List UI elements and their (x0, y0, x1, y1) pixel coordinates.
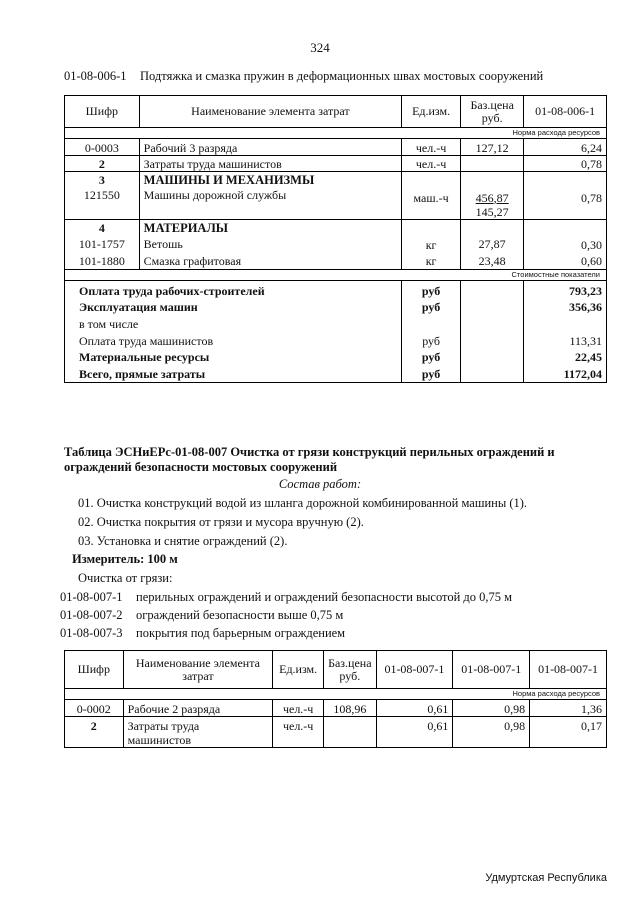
row-value: 0,30 (524, 235, 607, 252)
band-norm (65, 689, 607, 700)
header-price-line1: Баз.цена (328, 655, 372, 670)
row-code: 2 (65, 156, 140, 172)
table-row (65, 252, 607, 269)
header-price-line2: руб. (339, 668, 361, 683)
header-name (123, 651, 273, 689)
row-code: 2 (65, 717, 124, 748)
group-number: 3 (65, 172, 140, 188)
band-cost-label: Стоимостные показатели (65, 269, 607, 280)
table-row (65, 188, 607, 220)
cost-value: 113,31 (524, 332, 607, 349)
row-value: 0,60 (524, 252, 607, 269)
section-name: Подтяжка и смазка пружин в деформационных швах мостовых сооружений (140, 69, 544, 83)
footer-region: Удмуртская Республика (485, 872, 607, 884)
cost-unit: руб (402, 280, 461, 298)
header-price-line2: руб. (481, 110, 503, 125)
row-name: Смазка графитовая (139, 252, 402, 269)
meter: Измеритель: 100 м (72, 552, 178, 566)
row-unit: кг (402, 235, 461, 252)
header-price (324, 651, 376, 689)
section-title (64, 69, 543, 84)
cost-value: 22,45 (524, 349, 607, 366)
cost-name: в том числе (65, 315, 402, 332)
cost-unit: руб (402, 298, 461, 315)
cost-row (65, 366, 607, 383)
row-price: 23,48 (461, 252, 524, 269)
row-name: Рабочий 3 разряда (139, 139, 402, 156)
header-unit: Ед.изм. (402, 96, 461, 128)
group-number: 4 (65, 219, 140, 235)
row-price (461, 188, 524, 220)
header-column: 01-08-006-1 (524, 96, 607, 128)
row-value: 0,78 (524, 188, 607, 220)
cost-value: 793,23 (524, 280, 607, 298)
row-unit: чел.-ч (273, 700, 324, 717)
header-unit: Ед.изм. (273, 651, 324, 689)
row-name (123, 717, 273, 748)
row-name: Ветошь (139, 235, 402, 252)
item-code: 01-08-007-2 (60, 608, 123, 622)
band-norm-label: Норма расхода ресурсов (65, 689, 607, 700)
row-value-1: 0,61 (376, 700, 453, 717)
group-row-materials (65, 219, 607, 235)
resource-table-1 (64, 95, 607, 383)
row-unit: чел.-ч (402, 156, 461, 172)
cost-name: Эксплуатация машин (65, 298, 402, 315)
table-header (65, 651, 607, 689)
page-number: 324 (310, 40, 330, 55)
table-row (65, 235, 607, 252)
row-name: Затраты труда машинистов (139, 156, 402, 172)
row-value-3: 1,36 (530, 700, 607, 717)
row-code: 0-0003 (65, 139, 140, 156)
resource-table-2 (64, 650, 607, 748)
row-value-2: 0,98 (453, 717, 530, 748)
row-price-main: 456,87 (475, 190, 509, 205)
cost-unit: руб (402, 366, 461, 383)
header-name-line2: затрат (182, 668, 214, 683)
row-name-line1: Затраты труда (127, 719, 200, 733)
item-code: 01-08-007-1 (60, 590, 123, 604)
row-price-sub: 145,27 (475, 204, 509, 219)
header-price-line1: Баз.цена (470, 97, 514, 112)
cost-name: Оплата труда рабочих-строителей (65, 280, 402, 298)
item-text: ограждений безопасности выше 0,75 м (136, 608, 344, 622)
header-name: Наименование элемента затрат (139, 96, 402, 128)
item-text: покрытия под барьерным ограждением (136, 626, 346, 640)
group-title: МАШИНЫ И МЕХАНИЗМЫ (139, 172, 402, 188)
group-row-machines (65, 172, 607, 188)
header-column-3: 01-08-007-1 (530, 651, 607, 689)
row-code: 101-1757 (65, 235, 140, 252)
cost-row (65, 349, 607, 366)
item-code: 01-08-007-3 (60, 626, 123, 640)
cost-unit: руб (402, 349, 461, 366)
band-norm-label: Норма расхода ресурсов (65, 128, 607, 139)
row-unit: кг (402, 252, 461, 269)
cost-unit: руб (402, 332, 461, 349)
cost-row (65, 280, 607, 298)
row-unit: чел.-ч (273, 717, 324, 748)
clean-label: Очистка от грязи: (78, 571, 173, 585)
cost-name: Оплата труда машинистов (65, 332, 402, 349)
header-name-line1: Наименование элемента (135, 655, 260, 670)
row-value: 6,24 (524, 139, 607, 156)
table-header (65, 96, 607, 128)
row-price (461, 156, 524, 172)
table-row (65, 139, 607, 156)
row-price: 127,12 (461, 139, 524, 156)
band-cost (65, 269, 607, 280)
row-price: 27,87 (461, 235, 524, 252)
header-price (461, 96, 524, 128)
row-value-2: 0,98 (453, 700, 530, 717)
header-code: Шифр (65, 96, 140, 128)
row-code: 101-1880 (65, 252, 140, 269)
row-unit: чел.-ч (402, 139, 461, 156)
row-value-3: 0,17 (530, 717, 607, 748)
table2-title-line1: Таблица ЭСНиЕРс-01-08-007 Очистка от грязи конструкций перильных ограждений и (64, 445, 555, 459)
table-row (65, 717, 607, 748)
work-step: 03. Установка и снятие ограждений (2). (78, 534, 288, 548)
header-code: Шифр (65, 651, 124, 689)
row-name-line2: машинистов (127, 733, 192, 747)
row-name: Рабочие 2 разряда (123, 700, 273, 717)
row-name: Машины дорожной службы (139, 188, 402, 220)
row-value-1: 0,61 (376, 717, 453, 748)
row-value: 0,78 (524, 156, 607, 172)
item-text: перильных ограждений и ограждений безопасности высотой до 0,75 м (136, 590, 513, 604)
group-title: МАТЕРИАЛЫ (139, 219, 402, 235)
header-column-1: 01-08-007-1 (376, 651, 453, 689)
table-row (65, 700, 607, 717)
cost-name: Материальные ресурсы (65, 349, 402, 366)
work-step: 01. Очистка конструкций водой из шланга дорожной комбинированной машины (1). (78, 496, 528, 510)
section-code: 01-08-006-1 (64, 69, 127, 83)
cost-row (65, 332, 607, 349)
cost-name: Всего, прямые затраты (65, 366, 402, 383)
table-row (65, 156, 607, 172)
row-code: 0-0002 (65, 700, 124, 717)
row-code: 121550 (65, 188, 140, 220)
cost-row (65, 298, 607, 315)
row-price: 108,96 (324, 700, 376, 717)
band-norm (65, 128, 607, 139)
row-unit: маш.-ч (402, 188, 461, 220)
cost-value: 356,36 (524, 298, 607, 315)
cost-value: 1172,04 (524, 366, 607, 383)
composition-title: Состав работ: (278, 477, 362, 491)
cost-row (65, 315, 607, 332)
header-column-2: 01-08-007-1 (453, 651, 530, 689)
table2-title-line2: ограждений безопасности мостовых сооружений (64, 460, 338, 474)
work-step: 02. Очистка покрытия от грязи и мусора вручную (2). (78, 515, 364, 529)
row-price (324, 717, 376, 748)
